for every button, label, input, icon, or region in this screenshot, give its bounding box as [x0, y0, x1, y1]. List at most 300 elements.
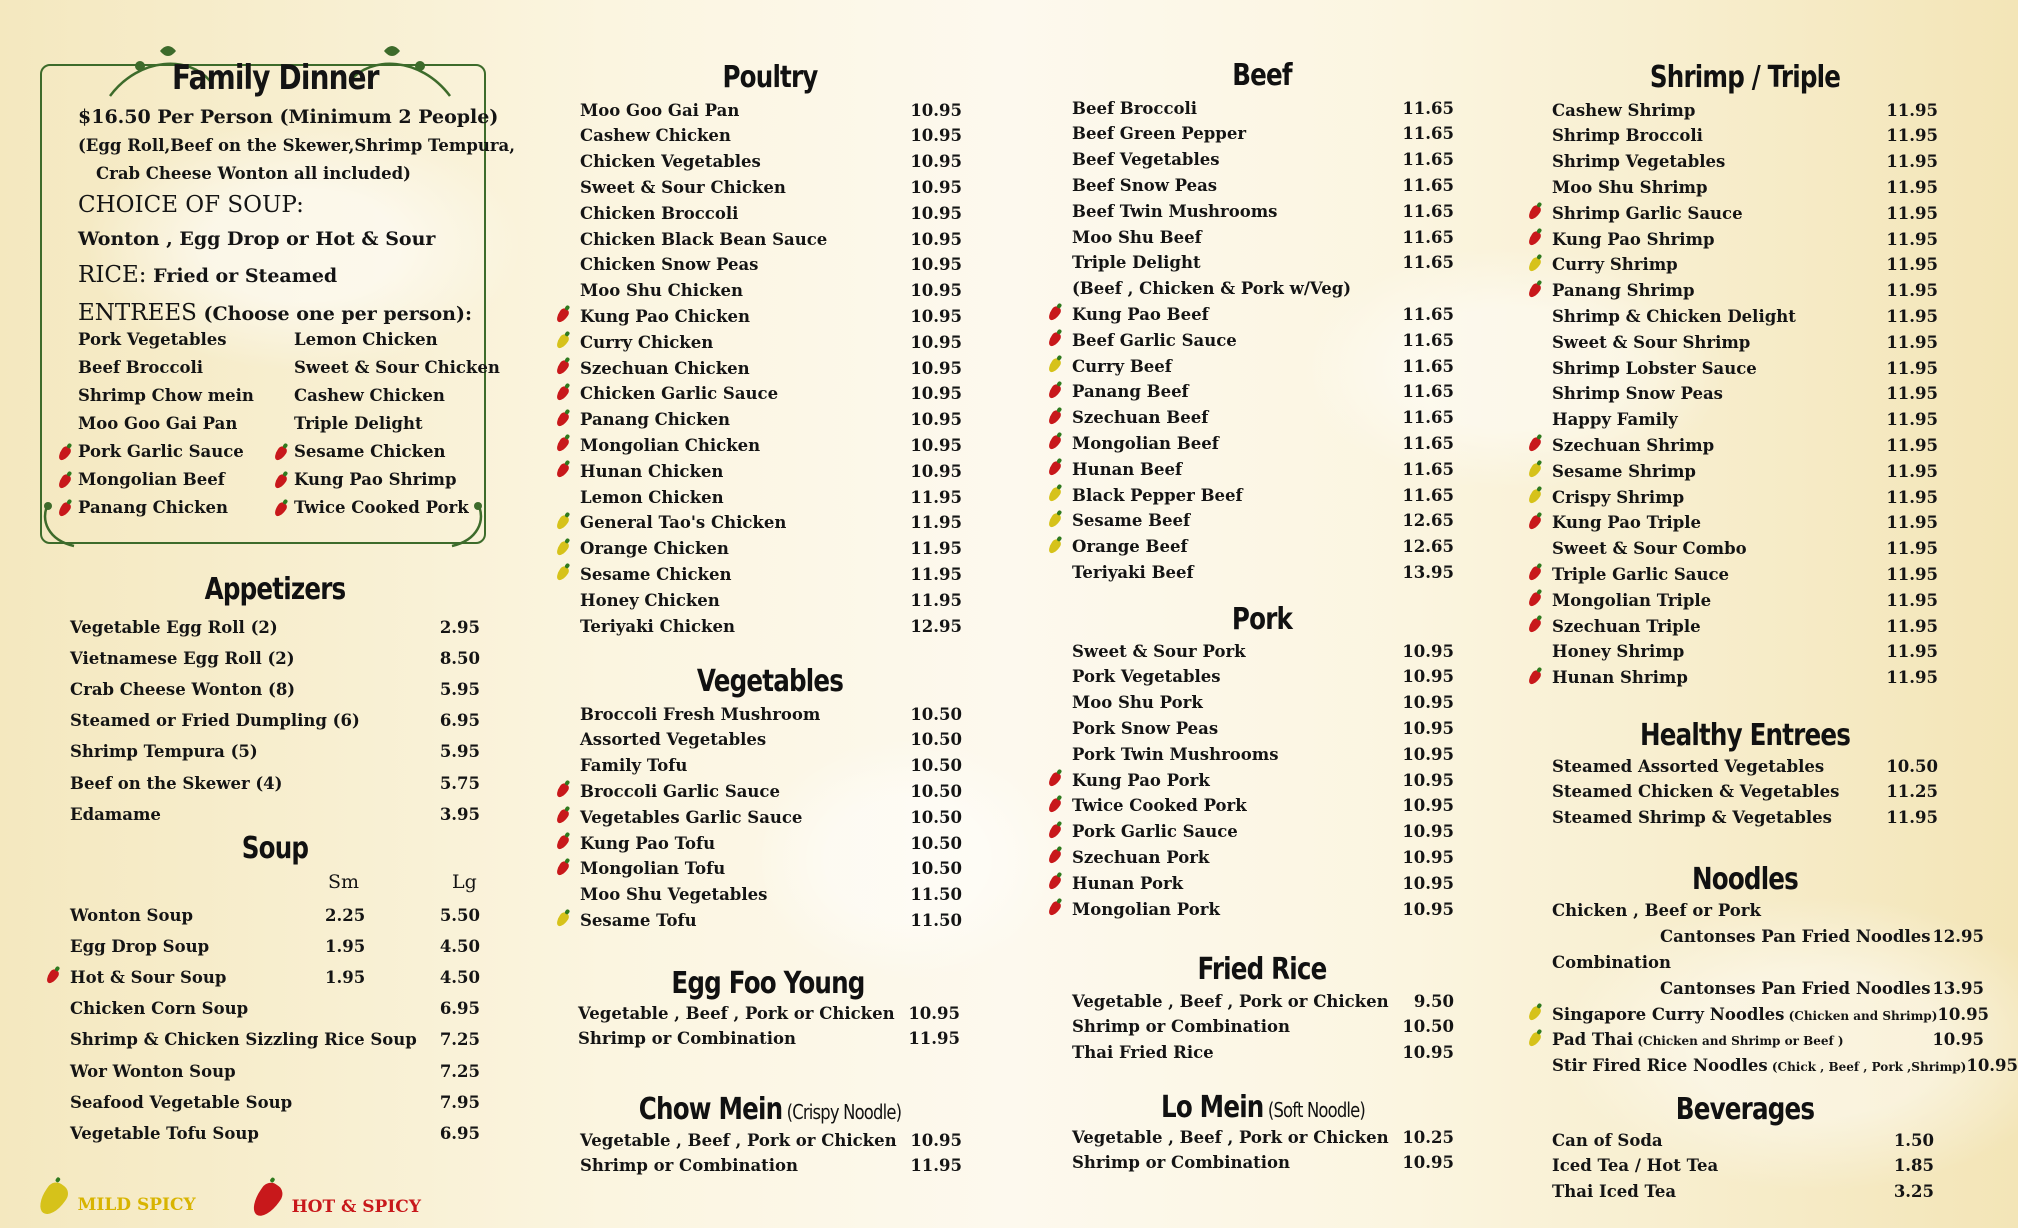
family-entree-option: Beef Broccoli: [78, 358, 204, 377]
hot-pepper-icon: [1047, 822, 1063, 839]
entrees-choice: [78, 300, 472, 326]
item-name: Shrimp & Chicken Sizzling Rice Soup: [70, 1030, 417, 1050]
item-name: Thai Fried Rice: [1072, 1043, 1214, 1063]
mild-pepper-icon: [1527, 256, 1543, 273]
item-name: Moo Shu Shrimp: [1552, 177, 1708, 197]
item-name: Wonton Soup: [70, 905, 194, 925]
menu-item: [580, 727, 962, 753]
item-name: Vegetable , Beef , Pork or Chicken: [1072, 991, 1389, 1011]
hot-pepper-icon: [1527, 204, 1543, 221]
menu-item: [70, 708, 480, 734]
item-price: 11.95: [1886, 616, 1938, 636]
item-name: Chicken Black Bean Sauce: [580, 229, 828, 249]
menu-item: [1072, 664, 1454, 690]
item-name: Vegetables Garlic Sauce: [580, 807, 803, 827]
menu-item: [580, 701, 962, 727]
item-price: 11.95: [1886, 203, 1938, 223]
item-name: Lemon Chicken: [580, 487, 724, 507]
item-name: Crab Cheese Wonton (8): [70, 679, 296, 699]
menu-item: [1072, 1014, 1454, 1040]
menu-item: [578, 1000, 960, 1026]
hot-pepper-icon: [555, 307, 571, 324]
menu-item: [1072, 276, 1454, 302]
item-price: 11.65: [1402, 124, 1454, 144]
mild-pepper-icon: [1527, 488, 1543, 505]
item-name: Szechuan Beef: [1072, 408, 1209, 428]
item-price: 10.50: [1886, 756, 1938, 776]
item-name: General Tao's Chicken: [580, 513, 787, 533]
menu-item: [580, 1127, 962, 1153]
menu-item: [1072, 988, 1454, 1014]
item-name: Shrimp or Combination: [1072, 1153, 1291, 1173]
item-name: Beef Garlic Sauce: [1072, 330, 1237, 350]
soup-title: Soup: [241, 831, 309, 866]
mild-pepper-icon: [555, 539, 571, 556]
menu-item: [580, 1153, 962, 1179]
menu-item: [580, 484, 962, 510]
menu-item: [1072, 1150, 1454, 1176]
hot-pepper-icon: [555, 410, 571, 427]
item-name: Sweet & Sour Pork: [1072, 641, 1246, 661]
item-name: Orange Beef: [1072, 537, 1188, 557]
menu-item: [1552, 805, 1938, 831]
item-name: Sesame Chicken: [580, 564, 732, 584]
hot-pepper-icon: [1047, 434, 1063, 451]
mild-pepper-icon: [1527, 1005, 1543, 1022]
item-name: Szechuan Shrimp: [1552, 435, 1715, 455]
item-name: Shrimp or Combination: [1072, 1017, 1291, 1037]
item-price: 10.95: [910, 281, 962, 301]
item-name: Szechuan Pork: [1072, 847, 1210, 867]
menu-item: [580, 97, 962, 123]
menu-item: [1552, 123, 1938, 149]
menu-item: [580, 753, 962, 779]
item-name: Egg Drop Soup: [70, 936, 210, 956]
item-note: (Chicken and Shrimp): [1784, 1008, 1938, 1023]
item-name: Happy Family: [1552, 410, 1678, 430]
item-price: 11.95: [910, 590, 962, 610]
item-name: Beef Green Pepper: [1072, 124, 1247, 144]
noodles-line: Cantonses Pan Fried Noodles 12.95: [1660, 926, 1984, 946]
rice-choice: [78, 262, 337, 288]
hot-pepper-icon: [555, 436, 571, 453]
item-price: 12.65: [1402, 537, 1454, 557]
item-note: (Chicken and Shrimp or Beef ): [1633, 1034, 1844, 1049]
item-price: 10.95: [1402, 770, 1454, 790]
fried-rice-title: Fried Rice: [1197, 952, 1327, 987]
menu-item: [1552, 536, 1938, 562]
item-name: Szechuan Triple: [1552, 616, 1701, 636]
item-price: 10.95: [910, 332, 962, 352]
noodles-line: Cantonses Pan Fried Noodles 13.95: [1660, 978, 1984, 998]
item-price: 10.50: [910, 781, 962, 801]
item-name: Assorted Vegetables: [580, 730, 767, 750]
item-price: 11.65: [1402, 382, 1454, 402]
item-price: 10.95: [1402, 1043, 1454, 1063]
soup-choice-options: Wonton , Egg Drop or Hot & Sour: [78, 228, 436, 250]
item-price: 11.95: [1886, 410, 1938, 430]
hot-pepper-icon: [1527, 565, 1543, 582]
family-dinner-title: Family Dinner: [172, 58, 379, 98]
item-name: Sesame Shrimp: [1552, 461, 1696, 481]
item-name: Beef Twin Mushrooms: [1072, 201, 1278, 221]
item-name: Panang Chicken: [580, 410, 730, 430]
hot-pepper-icon: [1527, 591, 1543, 608]
item-price: 10.95: [910, 358, 962, 378]
item-name: Curry Beef: [1072, 356, 1172, 376]
menu-item: [1552, 1053, 2018, 1079]
menu-item: [70, 1120, 480, 1146]
lo-mein-title-text: Lo Mein: [1160, 1090, 1264, 1125]
item-price-large: 7.25: [439, 1061, 480, 1081]
menu-item: [1552, 355, 1938, 381]
item-name: Chicken Snow Peas: [580, 255, 759, 275]
item-price: 10.50: [910, 833, 962, 853]
item-price: 11.95: [910, 513, 962, 533]
menu-item: [1072, 741, 1454, 767]
legend-hot-label: HOT & SPICY: [291, 1197, 421, 1217]
item-name: Broccoli Garlic Sauce: [580, 781, 780, 801]
item-name: Shrimp & Chicken Delight: [1552, 306, 1796, 326]
menu-item: [70, 996, 480, 1022]
item-price: 11.95: [1886, 255, 1938, 275]
item-name: Moo Shu Vegetables: [580, 885, 768, 905]
hot-pepper-icon: [555, 860, 571, 877]
item-price: 11.65: [1402, 253, 1454, 273]
item-name: Vegetable , Beef , Pork or Chicken: [578, 1003, 895, 1023]
item-price: 3.95: [439, 804, 480, 824]
menu-item: [70, 933, 480, 959]
item-name: Teriyaki Chicken: [580, 616, 735, 636]
menu-item: [580, 536, 962, 562]
item-price: 10.95: [1402, 667, 1454, 687]
menu-item: [1552, 561, 1938, 587]
menu-item: [1072, 844, 1454, 870]
appetizers-title: Appetizers: [204, 572, 346, 607]
menu-item: [580, 907, 962, 933]
menu-item: [70, 902, 480, 928]
menu-item: [580, 882, 962, 908]
item-price: 5.95: [439, 742, 480, 762]
item-price: 10.95: [1402, 847, 1454, 867]
menu-item: [1072, 301, 1454, 327]
hot-pepper-icon: [1047, 331, 1063, 348]
item-name: Shrimp Snow Peas: [1552, 384, 1723, 404]
item-name: Seafood Vegetable Soup: [70, 1092, 293, 1112]
item-price: 10.50: [910, 704, 962, 724]
item-price: 11.65: [1402, 150, 1454, 170]
item-name: Triple Delight: [1072, 253, 1201, 273]
item-price: 5.75: [439, 773, 480, 793]
menu-item: [580, 149, 962, 175]
item-price-small: 2.25: [325, 905, 366, 925]
item-price: 11.65: [1402, 175, 1454, 195]
hot-pepper-icon: [248, 1179, 287, 1221]
menu-item: [1072, 638, 1454, 664]
hot-pepper-icon: [555, 808, 571, 825]
menu-item: [70, 1089, 480, 1115]
entrees-heading: ENTREES: [78, 300, 197, 326]
item-name: Chicken Corn Soup: [70, 999, 249, 1019]
item-price-large: 4.50: [439, 967, 480, 987]
menu-item: [70, 964, 480, 990]
menu-item: [1072, 870, 1454, 896]
item-price-small: 1.95: [325, 936, 366, 956]
mild-pepper-icon: [1047, 512, 1063, 529]
item-name: Kung Pao Chicken: [580, 306, 751, 326]
menu-item: [1072, 121, 1454, 147]
item-name: Moo Shu Chicken: [580, 281, 744, 301]
chow-mein-title: [631, 1092, 910, 1127]
item-price: 10.95: [910, 152, 962, 172]
family-entree-option: Panang Chicken: [78, 498, 228, 517]
item-price: 11.95: [1886, 564, 1938, 584]
item-name: Curry Shrimp: [1552, 255, 1678, 275]
menu-item: [580, 381, 962, 407]
item-price-large: 7.95: [439, 1092, 480, 1112]
menu-item: [1552, 753, 1938, 779]
soup-choice-heading: CHOICE OF SOUP:: [78, 192, 304, 218]
menu-item: [580, 830, 962, 856]
item-name: Pad Thai (Chicken and Shrimp or Beef ): [1552, 1030, 1844, 1050]
item-price: 11.25: [1886, 782, 1938, 802]
item-price: 11.65: [1402, 330, 1454, 350]
item-name: Hunan Pork: [1072, 873, 1184, 893]
menu-item: [1552, 1001, 1990, 1027]
item-name: Mongolian Triple: [1552, 590, 1712, 610]
item-name: Orange Chicken: [580, 539, 729, 559]
legend-mild: [42, 1176, 196, 1215]
item-name: Black Pepper Beef: [1072, 485, 1243, 505]
noodles-line: Combination: [1552, 952, 1671, 972]
menu-item: [1072, 327, 1454, 353]
menu-item: [580, 561, 962, 587]
mild-pepper-icon: [1527, 462, 1543, 479]
item-price: 10.95: [910, 410, 962, 430]
item-price-large: 6.95: [439, 1123, 480, 1143]
item-price: 10.50: [910, 859, 962, 879]
item-name: Beef Snow Peas: [1072, 175, 1218, 195]
item-price: 10.95: [1402, 796, 1454, 816]
menu-item: [580, 856, 962, 882]
menu-item: [1072, 819, 1454, 845]
hot-pepper-icon: [1527, 617, 1543, 634]
item-price-large: 7.25: [439, 1030, 480, 1050]
rice-options: Fried or Steamed: [146, 265, 338, 287]
item-name: Broccoli Fresh Mushroom: [580, 704, 821, 724]
item-price: 11.65: [1402, 227, 1454, 247]
healthy-title: Healthy Entrees: [1639, 718, 1851, 753]
item-name: Curry Chicken: [580, 332, 714, 352]
item-price: 3.25: [1893, 1182, 1934, 1202]
menu-item: [580, 407, 962, 433]
item-price: 1.50: [1893, 1130, 1934, 1150]
item-price: 10.95: [910, 306, 962, 326]
menu-item: [580, 458, 962, 484]
menu-item: [1552, 1179, 1934, 1205]
item-price: 11.95: [910, 564, 962, 584]
menu-item: [580, 355, 962, 381]
item-price: 10.95: [1402, 744, 1454, 764]
item-name: Pork Vegetables: [1072, 667, 1221, 687]
item-price: 11.95: [1886, 332, 1938, 352]
item-price: 9.50: [1413, 991, 1454, 1011]
item-name: Teriyaki Beef: [1072, 562, 1194, 582]
rice-heading: RICE:: [78, 262, 147, 288]
mild-pepper-icon: [555, 911, 571, 928]
hot-pepper-icon: [555, 385, 571, 402]
item-price: 10.95: [1966, 1056, 2018, 1076]
item-name: Vegetable Egg Roll (2): [70, 617, 278, 637]
item-name: Sweet & Sour Chicken: [580, 177, 786, 197]
chow-mein-subtitle: (Crispy Noodle): [782, 1100, 902, 1124]
menu-item: [580, 510, 962, 536]
menu-item: [1072, 559, 1454, 585]
menu-item: [580, 587, 962, 613]
menu-item: [580, 123, 962, 149]
menu-item: [1552, 779, 1938, 805]
item-price: 1.85: [1893, 1156, 1934, 1176]
legend-hot: [256, 1176, 421, 1217]
item-name: Can of Soda: [1552, 1130, 1663, 1150]
noodles-title: Noodles: [1691, 862, 1799, 897]
item-name: Sweet & Sour Shrimp: [1552, 332, 1751, 352]
item-name: Mongolian Beef: [1072, 433, 1219, 453]
hot-pepper-icon: [45, 968, 61, 985]
shrimp-title: Shrimp / Triple: [1649, 60, 1841, 95]
hot-pepper-icon: [555, 359, 571, 376]
noodles-line: Chicken , Beef or Pork: [1552, 900, 1761, 920]
item-price: 11.95: [1886, 642, 1938, 662]
item-price: 11.65: [1402, 201, 1454, 221]
family-entree-option: Kung Pao Shrimp: [294, 470, 457, 489]
item-price: 10.95: [910, 203, 962, 223]
menu-item: [1552, 1127, 1934, 1153]
item-price: 11.95: [1886, 513, 1938, 533]
hot-pepper-icon: [1527, 668, 1543, 685]
chow-mein-title-text: Chow Mein: [638, 1092, 783, 1127]
item-name: Mongolian Pork: [1072, 899, 1220, 919]
item-price: 11.65: [1402, 485, 1454, 505]
hot-pepper-icon: [1047, 383, 1063, 400]
menu-item: [580, 329, 962, 355]
item-name: Szechuan Chicken: [580, 358, 750, 378]
item-name: Beef on the Skewer (4): [70, 773, 283, 793]
menu-item: [580, 613, 962, 639]
item-name: Mongolian Tofu: [580, 859, 726, 879]
item-name: Beef Broccoli: [1072, 98, 1198, 118]
menu-item: [1552, 149, 1938, 175]
item-price: 13.95: [1402, 562, 1454, 582]
item-price: 10.95: [1402, 641, 1454, 661]
beef-title: Beef: [1232, 58, 1292, 93]
menu-item: [1072, 405, 1454, 431]
item-name: Sesame Beef: [1072, 511, 1191, 531]
item-name: Shrimp or Combination: [580, 1156, 799, 1176]
family-entree-option: Pork Vegetables: [78, 330, 227, 349]
menu-item: [580, 174, 962, 200]
family-entree-option: Sweet & Sour Chicken: [294, 358, 500, 377]
item-name: Hot & Sour Soup: [70, 967, 227, 987]
menu-item: [1552, 329, 1938, 355]
item-price: 11.65: [1402, 433, 1454, 453]
menu-item: [70, 676, 480, 702]
family-entree-option: Cashew Chicken: [294, 386, 445, 405]
menu-item: [1552, 252, 1938, 278]
item-price: 10.95: [1402, 718, 1454, 738]
item-price: 10.50: [910, 807, 962, 827]
entrees-note: (Choose one per person):: [196, 303, 472, 325]
item-name: Sesame Tofu: [580, 910, 697, 930]
item-price: 11.95: [1886, 435, 1938, 455]
menu-item: [70, 1027, 480, 1053]
item-price: 10.95: [1932, 1030, 1984, 1050]
menu-item: [1552, 458, 1938, 484]
item-name: Pork Snow Peas: [1072, 718, 1219, 738]
menu-item: [580, 432, 962, 458]
item-price: 10.95: [1402, 899, 1454, 919]
item-name: Steamed Assorted Vegetables: [1552, 756, 1825, 776]
menu-item: [1072, 353, 1454, 379]
item-name: Panang Beef: [1072, 382, 1189, 402]
item-name: Moo Goo Gai Pan: [580, 100, 740, 120]
menu-item: [1072, 456, 1454, 482]
item-price: 11.50: [910, 910, 962, 930]
item-name: Vegetable , Beef , Pork or Chicken: [580, 1130, 897, 1150]
hot-pepper-icon: [1047, 408, 1063, 425]
item-price: 10.95: [910, 435, 962, 455]
menu-item: [1552, 665, 1938, 691]
item-price: 10.95: [1402, 1153, 1454, 1173]
hot-pepper-icon: [1527, 281, 1543, 298]
item-name: Iced Tea / Hot Tea: [1552, 1156, 1719, 1176]
hot-pepper-icon: [1047, 874, 1063, 891]
hot-pepper-icon: [1047, 848, 1063, 865]
soup-col-large: Lg: [452, 871, 477, 893]
menu-item: [70, 614, 480, 640]
item-price: 11.50: [910, 885, 962, 905]
item-price: 11.95: [1886, 306, 1938, 326]
item-name: Beef Vegetables: [1072, 150, 1220, 170]
family-entree-option: Mongolian Beef: [78, 470, 225, 489]
item-price: 10.95: [910, 100, 962, 120]
poultry-title: Poultry: [722, 60, 818, 95]
menu-item: [1552, 1027, 1984, 1053]
item-price: 2.95: [439, 617, 480, 637]
item-name: Shrimp Broccoli: [1552, 126, 1703, 146]
item-name: Hunan Shrimp: [1552, 668, 1688, 688]
mild-pepper-icon: [555, 565, 571, 582]
item-note: (Chick , Beef , Pork ,Shrimp): [1767, 1060, 1967, 1075]
item-name: Moo Shu Pork: [1072, 693, 1203, 713]
item-name: Steamed or Fried Dumpling (6): [70, 711, 360, 731]
item-price: 11.95: [1886, 539, 1938, 559]
menu-item: [1072, 224, 1454, 250]
menu-item: [1552, 1153, 1934, 1179]
pork-title: Pork: [1231, 602, 1293, 637]
vegetables-title: Vegetables: [696, 664, 844, 699]
item-price: 10.95: [908, 1003, 960, 1023]
item-price: 11.95: [1886, 126, 1938, 146]
item-name: Shrimp Garlic Sauce: [1552, 203, 1743, 223]
menu-item: [1552, 97, 1938, 123]
hot-pepper-icon: [1527, 436, 1543, 453]
item-price: 6.95: [439, 711, 480, 731]
item-name: Kung Pao Beef: [1072, 304, 1209, 324]
menu-item: [580, 778, 962, 804]
lo-mein-subtitle: (Soft Noodle): [1263, 1098, 1366, 1122]
item-price: 10.95: [1402, 693, 1454, 713]
